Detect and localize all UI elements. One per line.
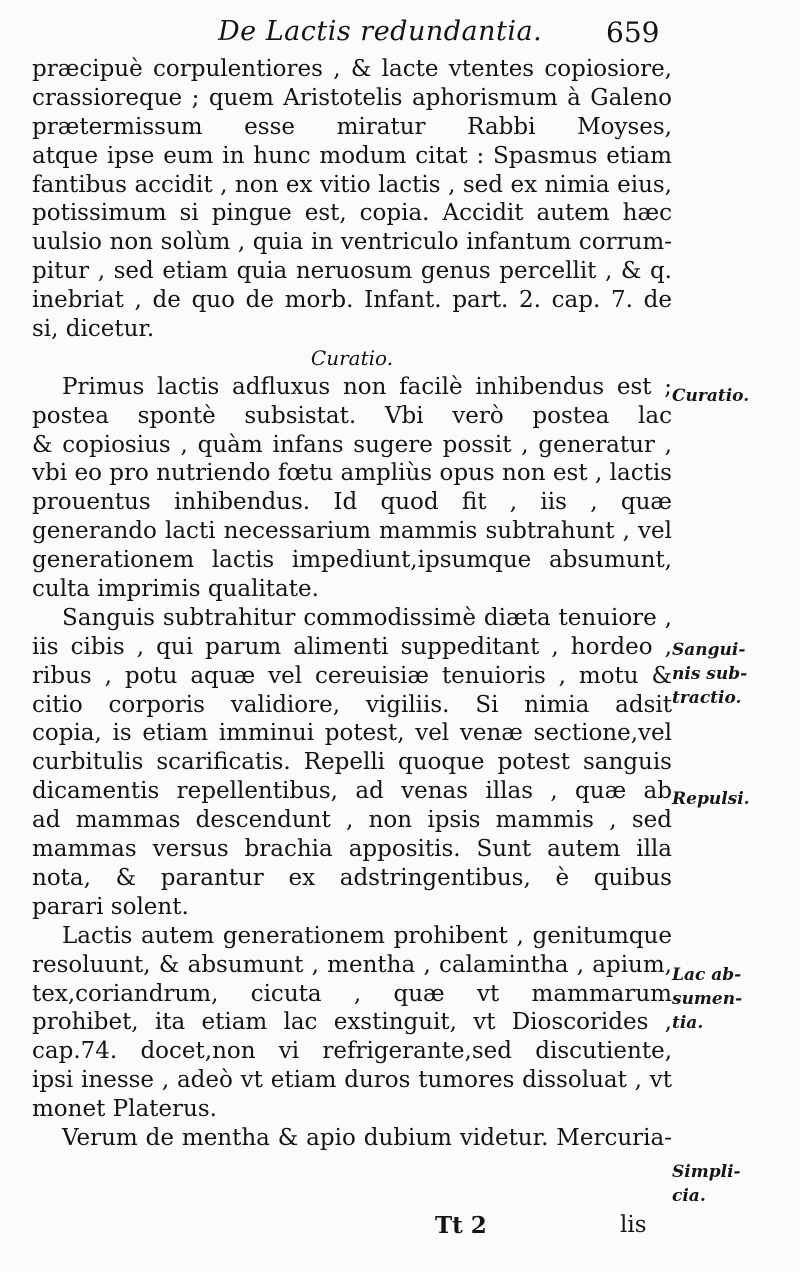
text-line: generando lacti necessarium mammis subtrahunt , vel <box>32 518 672 545</box>
margin-note-text: Lac ab- <box>672 965 742 985</box>
text-line: si, dicetur. <box>32 316 155 343</box>
margin-note-simplicia <box>672 1160 796 1208</box>
text-line: culta imprimis qualitate. <box>32 576 319 603</box>
text-line: mammas versus brachia appositis. Sunt autem illa <box>32 836 672 863</box>
text-line: Lactis autem generationem prohibent , genitumque <box>62 922 672 949</box>
margin-note-text: Curatio. <box>672 386 750 406</box>
margin-note-text: nis sub- <box>672 664 748 684</box>
text-line: dicamentis repellentibus, ad venas illas , quæ ab <box>32 778 672 805</box>
text-line: monet Platerus. <box>32 1096 217 1123</box>
margin-note-curatio <box>672 384 796 408</box>
signature-mark: Tt 2 <box>435 1212 487 1239</box>
page-header <box>0 12 800 52</box>
margin-note-text: Sangui- <box>672 640 746 660</box>
page-footer <box>0 1212 800 1246</box>
text-line: citio corporis validiore, vigiliis. Si nimia adsit <box>32 691 672 718</box>
margin-note-text: Repulsi. <box>672 789 750 809</box>
text-line: resoluunt, & absumunt , mentha , calamintha , apium, <box>32 951 672 978</box>
text-line: Primus lactis adfluxus non facilè inhibendus est ; <box>62 373 672 400</box>
text-line: tex,coriandrum, cicuta , quæ vt mammarum <box>32 980 672 1007</box>
text-line: parari solent. <box>32 893 189 920</box>
page-number: 659 <box>606 16 660 49</box>
catchword: lis <box>620 1212 647 1238</box>
text-line: ad mammas descendunt , non ipsis mammis , sed <box>32 807 672 834</box>
text-line: inebriat , de quo de morb. Infant. part. 2. cap. 7. de <box>32 287 672 314</box>
margin-note-text: cia. <box>672 1186 706 1206</box>
text-line: Verum de mentha & apio dubium videtur. Mercuria- <box>62 1124 672 1151</box>
margin-note-text: tractio. <box>672 688 742 708</box>
text-line: & copiosius , quàm infans sugere possit , generatur , <box>32 431 672 458</box>
text-line: postea spontè subsistat. Vbi verò postea lac <box>32 402 672 429</box>
margin-note-sanguinis-subtractio <box>672 638 796 710</box>
text-line: atque ipse eum in hunc modum citat : Spasmus etiam <box>32 142 672 169</box>
section-heading: Curatio. <box>310 345 394 370</box>
text-line: iis cibis , qui parum alimenti suppeditant , hordeo , <box>32 633 672 660</box>
text-line: cap.74. docet,non vi refrigerante,sed discutiente, <box>32 1038 672 1065</box>
margin-note-lac-absumentia <box>672 963 796 1035</box>
running-title: De Lactis redundantia. <box>218 16 543 47</box>
margin-note-repulsio <box>672 787 796 811</box>
text-line: curbitulis scarificatis. Repelli quoque potest sanguis <box>32 749 672 776</box>
text-line: generationem lactis impediunt,ipsumque absumunt, <box>32 547 672 574</box>
text-line: ipsi inesse , adeò vt etiam duros tumores dissoluat , vt <box>32 1067 672 1094</box>
margin-note-text: Simpli- <box>672 1162 741 1182</box>
text-line: prohibet, ita etiam lac exstinguit, vt Dioscorides , <box>32 1009 672 1036</box>
main-text <box>32 55 672 1153</box>
text-line: potissimum si pingue est, copia. Accidit autem hæc <box>32 200 672 227</box>
text-line: ribus , potu aquæ vel cereuisiæ tenuioris , motu & <box>32 662 672 689</box>
text-line: vbi eo pro nutriendo fœtu ampliùs opus non est , lactis <box>32 460 672 487</box>
text-line: fantibus accidit , non ex vitio lactis , sed ex nimia eius, <box>32 171 672 198</box>
text-line: prætermissum esse miratur Rabbi Moyses, <box>32 113 672 140</box>
text-line: nota, & parantur ex adstringentibus, è quibus <box>32 864 672 891</box>
margin-note-text: sumen- <box>672 989 743 1009</box>
text-line: prouentus inhibendus. Id quod fit , iis , quæ <box>32 489 672 516</box>
margin-note-text: tia. <box>672 1013 704 1033</box>
text-line: præcipuè corpulentiores , & lacte vtentes copiosiore, <box>32 56 672 82</box>
text-line: uulsio non solùm , quia in ventriculo infantum corrum- <box>32 229 672 256</box>
text-line: Sanguis subtrahitur commodissimè diæta tenuiore , <box>62 604 672 631</box>
text-line: crassioreque ; quem Aristotelis aphorismum à Galeno <box>32 84 672 111</box>
text-line: pitur , sed etiam quia neruosum genus percellit , & q. <box>32 258 672 285</box>
text-line: copia, is etiam imminui potest, vel venæ sectione,vel <box>32 720 672 747</box>
